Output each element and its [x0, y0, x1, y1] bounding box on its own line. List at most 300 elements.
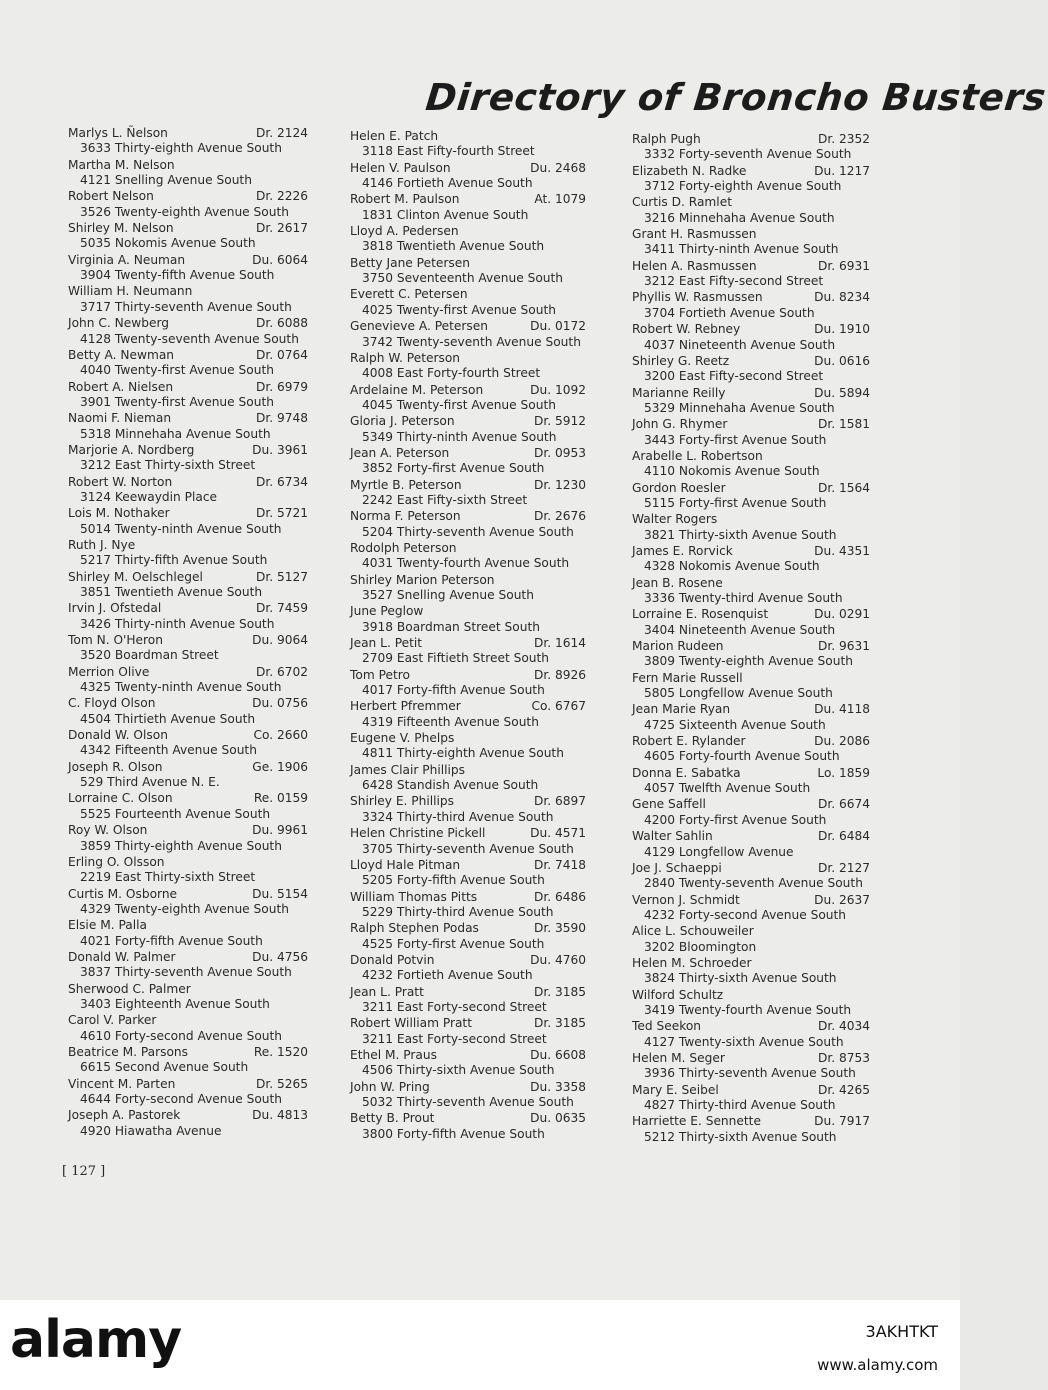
- entry-address: 529 Third Avenue N. E.: [80, 775, 220, 790]
- entry-phone: Du. 0635: [530, 1111, 586, 1126]
- entry-name: Shirley M. Oelschlegel: [68, 569, 203, 584]
- entry-address: 3901 Twenty-first Avenue South: [80, 394, 274, 409]
- directory-entry: [340, 1080, 586, 1112]
- directory-entry: [622, 956, 870, 988]
- entry-address: 3216 Minnehaha Avenue South: [644, 210, 835, 225]
- entry-phone: Du. 7917: [814, 1114, 870, 1129]
- entry-name-row: [340, 1080, 586, 1095]
- entry-address: 4342 Fifteenth Avenue South: [80, 743, 257, 758]
- entry-name-row: [340, 604, 586, 619]
- entry-address: 5014 Twenty-ninth Avenue South: [80, 521, 282, 536]
- entry-address: 3404 Nineteenth Avenue South: [644, 622, 836, 637]
- directory-entry: [58, 760, 308, 792]
- entry-name: Norma F. Peterson: [350, 509, 461, 524]
- directory-entry: [58, 189, 308, 221]
- entry-address: 4328 Nokomis Avenue South: [644, 559, 820, 574]
- entry-phone: Du. 0291: [814, 607, 870, 622]
- entry-address: 4146 Fortieth Avenue South: [362, 176, 533, 191]
- entry-address: 2242 East Fifty-sixth Street: [362, 492, 528, 507]
- entry-address: 4017 Forty-fifth Avenue South: [362, 683, 545, 698]
- directory-entry: [340, 1016, 586, 1048]
- directory-entry: [622, 1114, 870, 1146]
- entry-name: Grant H. Rasmussen: [632, 227, 757, 242]
- entry-name: Betty A. Newman: [68, 347, 175, 362]
- entry-name-row: [58, 1108, 308, 1123]
- page-number: [ 127 ]: [62, 1164, 106, 1179]
- entry-phone: Co. 2660: [253, 728, 308, 743]
- entry-phone: Du. 0616: [814, 353, 870, 368]
- entry-address: 4232 Fortieth Avenue South: [362, 968, 533, 983]
- entry-name-row: [622, 290, 870, 305]
- directory-entry: [340, 351, 586, 383]
- entry-name-row: [340, 161, 586, 176]
- directory-entry: [340, 509, 586, 541]
- entry-address: 4504 Thirtieth Avenue South: [80, 711, 256, 726]
- directory-entry: [622, 354, 870, 386]
- entry-address: 5032 Thirty-seventh Avenue South: [362, 1095, 574, 1110]
- entry-name-row: [58, 126, 308, 141]
- entry-phone: Dr. 3590: [533, 921, 586, 936]
- directory-entry: [58, 982, 308, 1014]
- entry-name-row: [622, 766, 870, 781]
- entry-name-row: [58, 791, 308, 806]
- entry-address: 3904 Twenty-fifth Avenue South: [80, 268, 275, 283]
- entry-address: 4525 Forty-first Avenue South: [362, 936, 545, 951]
- directory-entry: [58, 253, 308, 285]
- entry-name: Lois M. Nothaker: [68, 506, 170, 521]
- entry-name: Phyllis W. Rasmussen: [632, 290, 763, 305]
- entry-name: Robert W. Rebney: [632, 322, 741, 337]
- directory-entry: [58, 1108, 308, 1140]
- entry-address: 4329 Twenty-eighth Avenue South: [80, 901, 289, 916]
- entry-name: Gordon Roesler: [632, 480, 726, 495]
- directory-entry: [340, 319, 586, 351]
- entry-address: 4232 Forty-second Avenue South: [644, 907, 847, 922]
- entry-name: Lorraine E. Rosenquist: [632, 607, 769, 622]
- entry-phone: Dr. 5127: [255, 569, 308, 584]
- entry-address: 5229 Thirty-third Avenue South: [362, 904, 554, 919]
- directory-entry: [340, 414, 586, 446]
- directory-entry: [622, 829, 870, 861]
- entry-address: 2840 Twenty-seventh Avenue South: [644, 876, 863, 891]
- entry-name-row: [58, 855, 308, 870]
- directory-entry: [340, 763, 586, 795]
- entry-name-row: [340, 573, 586, 588]
- entry-phone: Dr. 6897: [533, 794, 586, 809]
- entry-address: 3705 Thirty-seventh Avenue South: [362, 841, 574, 856]
- entry-name: John C. Newberg: [68, 316, 169, 331]
- entry-address: 5805 Longfellow Avenue South: [644, 686, 833, 701]
- entry-name: Erling O. Olsson: [68, 854, 165, 869]
- entry-address: 2709 East Fiftieth Street South: [362, 651, 550, 666]
- entry-name: Vincent M. Parten: [68, 1076, 176, 1091]
- entry-name: Jean L. Pratt: [350, 984, 424, 999]
- entry-name-row: [340, 699, 586, 714]
- entry-address: 3704 Fortieth Avenue South: [644, 305, 815, 320]
- entry-address: 4127 Twenty-sixth Avenue South: [644, 1034, 844, 1049]
- entry-name-row: [622, 481, 870, 496]
- entry-name-row: [622, 861, 870, 876]
- entry-name-row: [622, 576, 870, 591]
- directory-entry: [340, 985, 586, 1017]
- entry-address: 3419 Twenty-fourth Avenue South: [644, 1002, 852, 1017]
- entry-address: 3800 Forty-fifth Avenue South: [362, 1126, 545, 1141]
- directory-entry: [622, 1019, 870, 1051]
- directory-entry: [340, 1048, 586, 1080]
- entry-name: Eugene V. Phelps: [350, 731, 455, 746]
- entry-phone: Du. 4813: [252, 1108, 308, 1123]
- directory-entry: [622, 164, 870, 196]
- directory-entry: [340, 1111, 586, 1143]
- directory-column-3: [622, 132, 870, 1146]
- entry-name-row: [622, 956, 870, 971]
- directory-entry: [340, 636, 586, 668]
- entry-phone: Dr. 6486: [533, 889, 586, 904]
- directory-entry: [622, 893, 870, 925]
- alamy-logo: [10, 1310, 181, 1370]
- entry-name: Marlys L. Ñelson: [68, 126, 168, 140]
- entry-address: 4045 Twenty-first Avenue South: [362, 397, 556, 412]
- directory-entry: [340, 921, 586, 953]
- entry-name-row: [622, 227, 870, 242]
- directory-entry: [622, 639, 870, 671]
- entry-name-row: [58, 696, 308, 711]
- entry-name-row: [58, 506, 308, 521]
- entry-address: 4200 Forty-first Avenue South: [644, 812, 827, 827]
- entry-name: Donald W. Olson: [68, 728, 168, 743]
- entry-address: 3443 Forty-first Avenue South: [644, 432, 827, 447]
- entry-name-row: [622, 195, 870, 210]
- directory-entry: [340, 858, 586, 890]
- entry-phone: At. 1079: [534, 192, 586, 207]
- entry-name: James Clair Phillips: [350, 762, 465, 777]
- entry-name: Fern Marie Russell: [632, 670, 743, 685]
- directory-entry: [622, 481, 870, 513]
- directory-entry: [622, 671, 870, 703]
- entry-name-row: [622, 893, 870, 908]
- entry-phone: Du. 2637: [814, 892, 870, 907]
- entry-address: 3332 Forty-seventh Avenue South: [644, 147, 852, 162]
- entry-address: 5525 Fourteenth Avenue South: [80, 806, 271, 821]
- entry-phone: Dr. 9631: [817, 639, 870, 653]
- entry-name-row: [340, 319, 586, 334]
- directory-entry: [58, 158, 308, 190]
- entry-name: Irvin J. Ofstedal: [68, 601, 162, 616]
- entry-name-row: [58, 665, 308, 680]
- entry-name: Helen Christine Pickell: [350, 826, 486, 841]
- entry-address: 3526 Twenty-eighth Avenue South: [80, 204, 289, 219]
- entry-name: Robert M. Paulson: [350, 192, 460, 207]
- directory-entry: [340, 953, 586, 985]
- entry-phone: Dr. 3185: [533, 1016, 586, 1031]
- entry-address: 3750 Seventeenth Avenue South: [362, 271, 564, 286]
- entry-address: 4037 Nineteenth Avenue South: [644, 337, 836, 352]
- entry-name: Shirley Marion Peterson: [350, 572, 495, 587]
- entry-phone: Re. 1520: [253, 1044, 308, 1059]
- entry-address: 4811 Thirty-eighth Avenue South: [362, 746, 564, 761]
- entry-phone: Dr. 2676: [533, 509, 586, 524]
- entry-address: 3821 Thirty-sixth Avenue South: [644, 527, 837, 542]
- entry-phone: Du. 4351: [814, 543, 870, 558]
- directory-entry: [58, 380, 308, 412]
- entry-name: Helen M. Schroeder: [632, 955, 752, 970]
- entry-name: Helen E. Patch: [350, 129, 439, 143]
- entry-address: 3212 East Fifty-second Street: [644, 274, 824, 289]
- entry-address: 4128 Twenty-seventh Avenue South: [80, 331, 299, 346]
- directory-entry: [58, 855, 308, 887]
- entry-address: 4644 Forty-second Avenue South: [80, 1092, 283, 1107]
- entry-name: Ralph W. Peterson: [350, 350, 461, 365]
- entry-phone: Ge. 1906: [252, 759, 308, 774]
- directory-entry: [58, 823, 308, 855]
- entry-phone: Du. 9961: [252, 823, 308, 838]
- entry-name-row: [340, 1111, 586, 1126]
- entry-name-row: [622, 164, 870, 179]
- site-url[interactable]: www.alamy.com: [817, 1356, 938, 1374]
- entry-address: 5035 Nokomis Avenue South: [80, 236, 256, 251]
- entry-name-row: [622, 386, 870, 401]
- directory-entry: [340, 890, 586, 922]
- entry-name-row: [340, 668, 586, 683]
- directory-entry: [58, 443, 308, 475]
- entry-name-row: [622, 639, 870, 654]
- entry-phone: Re. 0159: [253, 791, 308, 806]
- entry-phone: Dr. 2352: [817, 132, 870, 146]
- entry-address: 3202 Bloomington: [644, 939, 757, 954]
- entry-name-row: [340, 858, 586, 873]
- entry-name-row: [58, 1077, 308, 1092]
- entry-name: Walter Rogers: [632, 512, 718, 527]
- entry-name-row: [622, 1083, 870, 1098]
- entry-phone: Dr. 2127: [817, 860, 870, 875]
- entry-phone: Du. 4118: [814, 702, 870, 717]
- entry-name: Mary E. Seibel: [632, 1082, 719, 1097]
- entry-name: Curtis M. Osborne: [68, 886, 178, 901]
- image-id: 3AKHTKT: [865, 1322, 938, 1341]
- directory-entry: [58, 316, 308, 348]
- entry-name-row: [622, 449, 870, 464]
- directory-entry: [58, 538, 308, 570]
- entry-name-row: [622, 417, 870, 432]
- directory-entry: [340, 446, 586, 478]
- entry-name-row: [340, 763, 586, 778]
- entry-phone: Dr. 1614: [533, 636, 586, 650]
- entry-phone: Dr. 5265: [255, 1076, 308, 1091]
- entry-name-row: [622, 1019, 870, 1034]
- directory-entry: [58, 570, 308, 602]
- entry-phone: Du. 4760: [530, 952, 586, 967]
- entry-name: Everett C. Petersen: [350, 287, 468, 302]
- entry-name-row: [340, 129, 586, 144]
- directory-entry: [340, 668, 586, 700]
- entry-name-row: [622, 354, 870, 369]
- entry-address: 3852 Forty-first Avenue South: [362, 461, 545, 476]
- entry-name: Myrtle B. Peterson: [350, 477, 462, 492]
- entry-phone: Dr. 0764: [255, 347, 308, 362]
- entry-name: Shirley E. Phillips: [350, 794, 454, 809]
- entry-name-row: [58, 950, 308, 965]
- entry-phone: Dr. 4034: [817, 1019, 870, 1034]
- entry-name: Harriette E. Sennette: [632, 1114, 761, 1129]
- entry-name: Jean A. Peterson: [350, 445, 450, 460]
- entry-name: Robert W. Norton: [68, 474, 173, 489]
- entry-name-row: [622, 544, 870, 559]
- entry-name-row: [340, 256, 586, 271]
- entry-name-row: [58, 253, 308, 268]
- entry-name: Ralph Pugh: [632, 132, 701, 146]
- entry-address: 3336 Twenty-third Avenue South: [644, 591, 843, 606]
- entry-name-row: [58, 475, 308, 490]
- entry-name-row: [58, 760, 308, 775]
- entry-name: Ralph Stephen Podas: [350, 921, 479, 936]
- entry-address: 3211 East Forty-second Street: [362, 1031, 547, 1046]
- entry-name: Joe J. Schaeppi: [632, 860, 722, 875]
- directory-entry: [622, 132, 870, 164]
- entry-name: Marjorie A. Nordberg: [68, 442, 195, 457]
- entry-name: Vernon J. Schmidt: [632, 892, 740, 907]
- entry-name: Walter Sahlin: [632, 829, 713, 844]
- directory-entry: [58, 284, 308, 316]
- entry-name: Wilford Schultz: [632, 987, 724, 1002]
- directory-entry: [340, 604, 586, 636]
- brand-text: alamy: [10, 1310, 182, 1370]
- entry-address: 3936 Thirty-seventh Avenue South: [644, 1066, 856, 1081]
- entry-name: Naomi F. Nieman: [68, 411, 172, 426]
- entry-name-row: [58, 887, 308, 902]
- entry-name-row: [340, 1048, 586, 1063]
- entry-name-row: [58, 284, 308, 299]
- entry-name-row: [58, 633, 308, 648]
- entry-address: 5115 Forty-first Avenue South: [644, 495, 827, 510]
- entry-address: 2219 East Thirty-sixth Street: [80, 870, 256, 885]
- entry-phone: Du. 3961: [252, 442, 308, 457]
- entry-phone: Dr. 5912: [533, 414, 586, 429]
- entry-name-row: [340, 731, 586, 746]
- entry-name: William H. Neumann: [68, 284, 193, 299]
- entry-name-row: [58, 918, 308, 933]
- entry-name: Gene Saffell: [632, 797, 706, 812]
- entry-name-row: [58, 348, 308, 363]
- directory-entry: [58, 411, 308, 443]
- entry-phone: Du. 2086: [814, 734, 870, 749]
- entry-name-row: [340, 636, 586, 651]
- directory-entry: [340, 541, 586, 573]
- entry-name: Ardelaine M. Peterson: [350, 382, 484, 397]
- entry-name-row: [622, 702, 870, 717]
- entry-name: John G. Rhymer: [632, 417, 728, 432]
- entry-name: Sherwood C. Palmer: [68, 981, 191, 996]
- entry-name: Ted Seekon: [632, 1019, 702, 1034]
- directory-entry: [622, 576, 870, 608]
- entry-name: Rodolph Peterson: [350, 540, 457, 555]
- entry-name-row: [58, 411, 308, 426]
- page-title: Directory of Broncho Busters: [423, 76, 1048, 119]
- entry-phone: Dr. 4265: [817, 1082, 870, 1097]
- entry-name-row: [622, 1114, 870, 1129]
- entry-phone: Dr. 8926: [533, 667, 586, 682]
- entry-name: Marianne Reilly: [632, 385, 726, 400]
- entry-phone: Dr. 2617: [255, 221, 308, 236]
- entry-name-row: [622, 512, 870, 527]
- entry-name: Donna E. Sabatka: [632, 765, 741, 780]
- entry-name: Roy W. Olson: [68, 823, 148, 838]
- entry-name-row: [622, 671, 870, 686]
- directory-entry: [622, 449, 870, 481]
- directory-entry: [622, 988, 870, 1020]
- entry-name: Helen V. Paulson: [350, 160, 451, 175]
- directory-entry: [58, 728, 308, 760]
- entry-name-row: [58, 982, 308, 997]
- entry-name-row: [58, 601, 308, 616]
- directory-entry: [622, 195, 870, 227]
- entry-name: Jean L. Petit: [350, 636, 423, 650]
- entry-address: 4021 Forty-fifth Avenue South: [80, 933, 263, 948]
- entry-name-row: [340, 383, 586, 398]
- directory-entry: [622, 1051, 870, 1083]
- entry-name: June Peglow: [350, 604, 424, 619]
- entry-name: Shirley G. Reetz: [632, 353, 730, 368]
- directory-entry: [622, 417, 870, 449]
- entry-name-row: [622, 797, 870, 812]
- directory-entry: [340, 287, 586, 319]
- entry-name: Beatrice M. Parsons: [68, 1044, 188, 1059]
- entry-name-row: [340, 478, 586, 493]
- entry-address: 3200 East Fifty-second Street: [644, 369, 824, 384]
- directory-entry: [58, 221, 308, 253]
- entry-name: Marion Rudeen: [632, 639, 724, 653]
- directory-entry: [622, 227, 870, 259]
- entry-name-row: [340, 921, 586, 936]
- entry-phone: Dr. 7459: [255, 601, 308, 616]
- directory-entry: [58, 506, 308, 538]
- entry-name: Robert Nelson: [68, 189, 154, 204]
- entry-name: Donald Potvin: [350, 952, 435, 967]
- entry-address: 4040 Twenty-first Avenue South: [80, 363, 274, 378]
- entry-address: 3859 Thirty-eighth Avenue South: [80, 838, 282, 853]
- entry-name: James E. Rorvick: [632, 543, 733, 558]
- entry-name: Gloria J. Peterson: [350, 414, 455, 429]
- directory-entry: [340, 699, 586, 731]
- entry-name: Alice L. Schouweiler: [632, 924, 754, 939]
- entry-phone: Du. 0172: [530, 319, 586, 334]
- entry-address: 4610 Forty-second Avenue South: [80, 1028, 283, 1043]
- directory-entry: [340, 256, 586, 288]
- entry-name: Elizabeth N. Radke: [632, 163, 747, 178]
- entry-address: 3809 Twenty-eighth Avenue South: [644, 654, 853, 669]
- entry-phone: Dr. 1564: [817, 480, 870, 495]
- entry-address: 4920 Hiawatha Avenue: [80, 1123, 222, 1138]
- entry-name: Helen A. Rasmussen: [632, 258, 757, 273]
- directory-column-2: [340, 129, 586, 1143]
- entry-name-row: [58, 538, 308, 553]
- entry-name-row: [340, 414, 586, 429]
- entry-phone: Du. 0756: [252, 696, 308, 711]
- directory-entry: [58, 633, 308, 665]
- entry-address: 3403 Eighteenth Avenue South: [80, 996, 270, 1011]
- entry-name-row: [340, 509, 586, 524]
- entry-name: Elsie M. Palla: [68, 918, 147, 933]
- entry-phone: Du. 1217: [814, 163, 870, 178]
- directory-entry: [58, 601, 308, 633]
- directory-entry: [58, 1045, 308, 1077]
- entry-name: Merrion Olive: [68, 664, 150, 679]
- entry-address: 4506 Thirty-sixth Avenue South: [362, 1063, 555, 1078]
- entry-address: 3426 Thirty-ninth Avenue South: [80, 616, 275, 631]
- directory-entry: [340, 731, 586, 763]
- entry-phone: Dr. 3185: [533, 984, 586, 999]
- entry-phone: Dr. 5721: [255, 506, 308, 521]
- entry-address: 4057 Twelfth Avenue South: [644, 781, 811, 796]
